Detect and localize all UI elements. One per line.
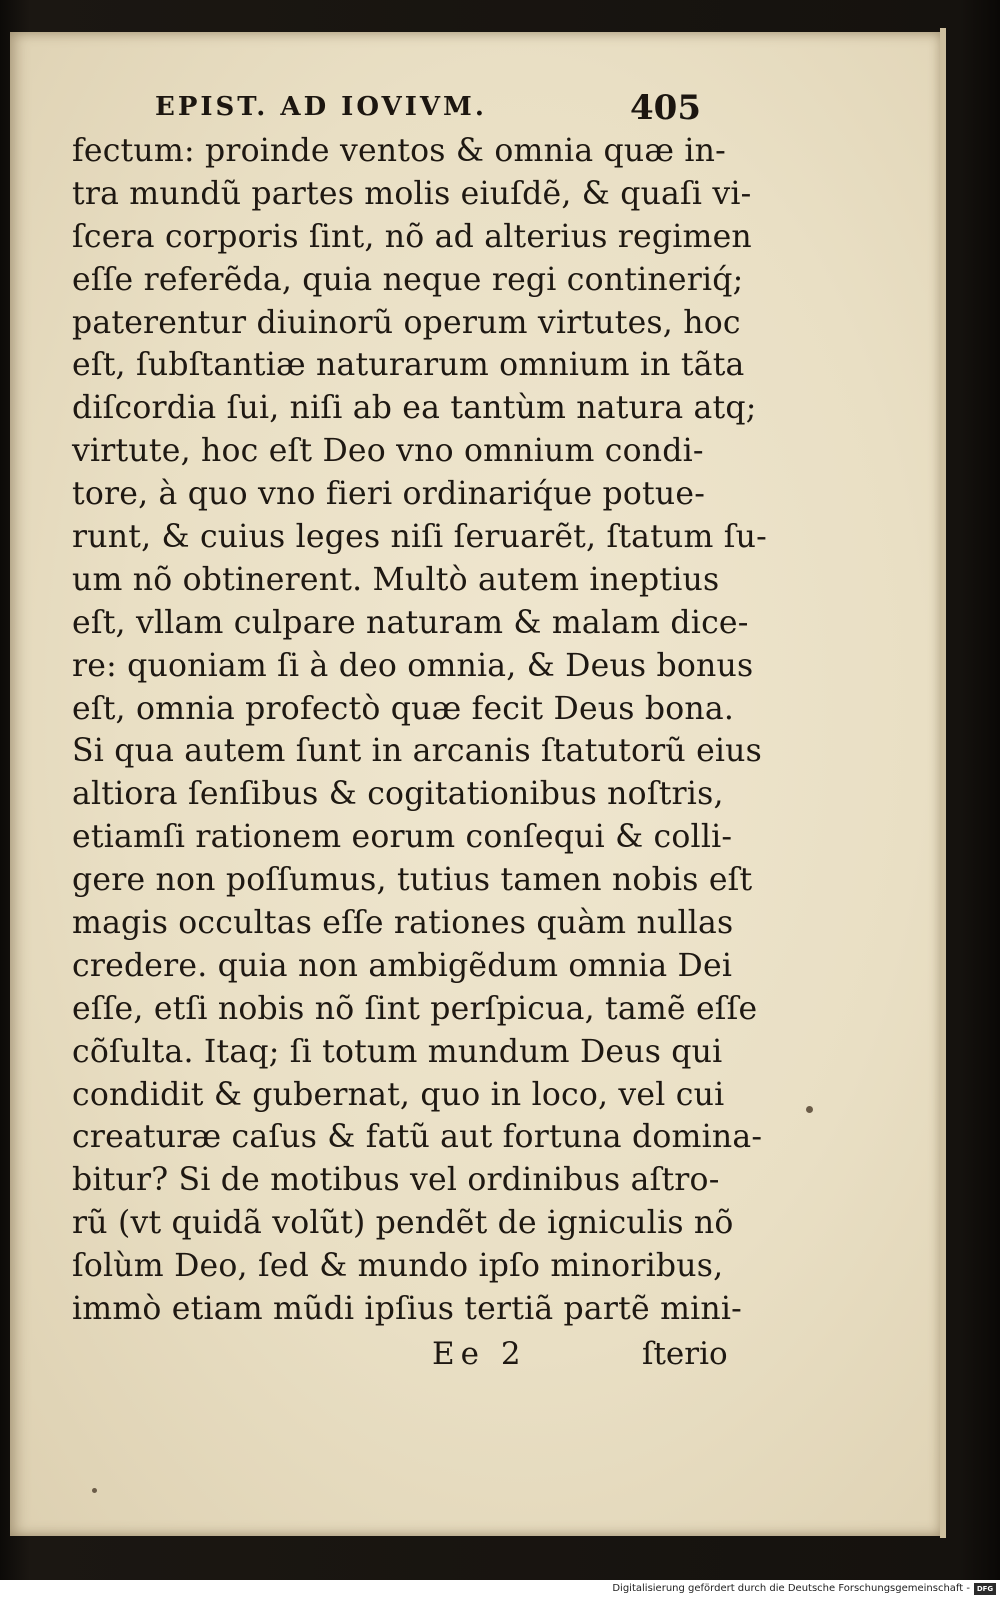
dfg-logo: DFG	[974, 1583, 996, 1595]
text-line: diſcordia ſui, niſi ab ea tantùm natura atq;	[72, 390, 757, 427]
text-line: bitur? Si de motibus vel ordinibus aſtro-	[72, 1162, 720, 1199]
text-line: eſſe referẽda, quia neque regi contineriq́;	[72, 261, 744, 298]
text-line: eſt, omnia profectò quæ fecit Deus bona.	[72, 690, 735, 727]
text-line: ſcera corporis ſint, nõ ad alterius regimen	[72, 218, 752, 255]
text-line: re: quoniam ſi à deo omnia, & Deus bonus	[72, 647, 754, 684]
text-line: cõſulta. Itaq; ſi totum mundum Deus qui	[72, 1033, 723, 1070]
text-line: rũ (vt quidã volũt) pendẽt de igniculis nõ	[72, 1205, 734, 1242]
paper-speck	[806, 1106, 813, 1113]
running-head	[140, 88, 740, 128]
running-title: EPIST. AD IOVIVM.	[155, 92, 487, 122]
body-text	[72, 130, 767, 1331]
text-line: etiamſi rationem eorum conſequi & colli-	[72, 819, 733, 856]
text-line: virtute, hoc eſt Deo vno omnium condi-	[72, 433, 704, 470]
text-line: tore, à quo vno fieri ordinariq́ue potue-	[72, 476, 706, 513]
text-line: creaturæ caſus & fatũ aut fortuna domina-	[72, 1119, 763, 1156]
text-line: eſt, vllam culpare naturam & malam dice-	[72, 604, 749, 641]
signature-mark: Ee 2	[432, 1336, 527, 1372]
text-line: tra mundũ partes molis eiuſdẽ, & quaſi vi-	[72, 175, 752, 212]
page-edge	[940, 28, 946, 1538]
text-line: paterentur diuinorũ operum virtutes, hoc	[72, 304, 741, 341]
funding-notice: Digitalisierung gefördert durch die Deutsche Forschungsgemeinschaft -	[612, 1583, 970, 1594]
text-line: condidit & gubernat, quo in loco, vel cui	[72, 1076, 725, 1113]
text-line: altiora ſenſibus & cogitationibus noſtris,	[72, 776, 724, 813]
text-line: Si qua autem ſunt in arcanis ſtatutorũ eius	[72, 733, 763, 770]
catchword: ſterio	[642, 1336, 728, 1372]
text-line: eſt, ſubſtantiæ naturarum omnium in tãta	[72, 347, 745, 384]
text-line: fectum: proinde ventos & omnia quæ in-	[72, 133, 726, 169]
text-line: immò etiam mũdi ipſius tertiã partẽ mini-	[72, 1291, 743, 1328]
text-line: credere. quia non ambigẽdum omnia Dei	[72, 947, 733, 984]
paper-speck	[92, 1488, 97, 1493]
text-line: um nõ obtinerent. Multò autem ineptius	[72, 561, 720, 598]
page-number: 405	[630, 88, 701, 128]
text-line: magis occultas eſſe rationes quàm nullas	[72, 905, 734, 942]
text-line: runt, & cuius leges niſi ſeruarẽt, ſtatum ſu-	[72, 519, 767, 556]
text-line: eſſe, etſi nobis nõ ſint perſpicua, tamẽ eſſe	[72, 990, 758, 1027]
text-line: ſolùm Deo, ſed & mundo ipſo minoribus,	[72, 1248, 724, 1285]
text-line: gere non poſſumus, tutius tamen nobis eſt	[72, 862, 753, 899]
